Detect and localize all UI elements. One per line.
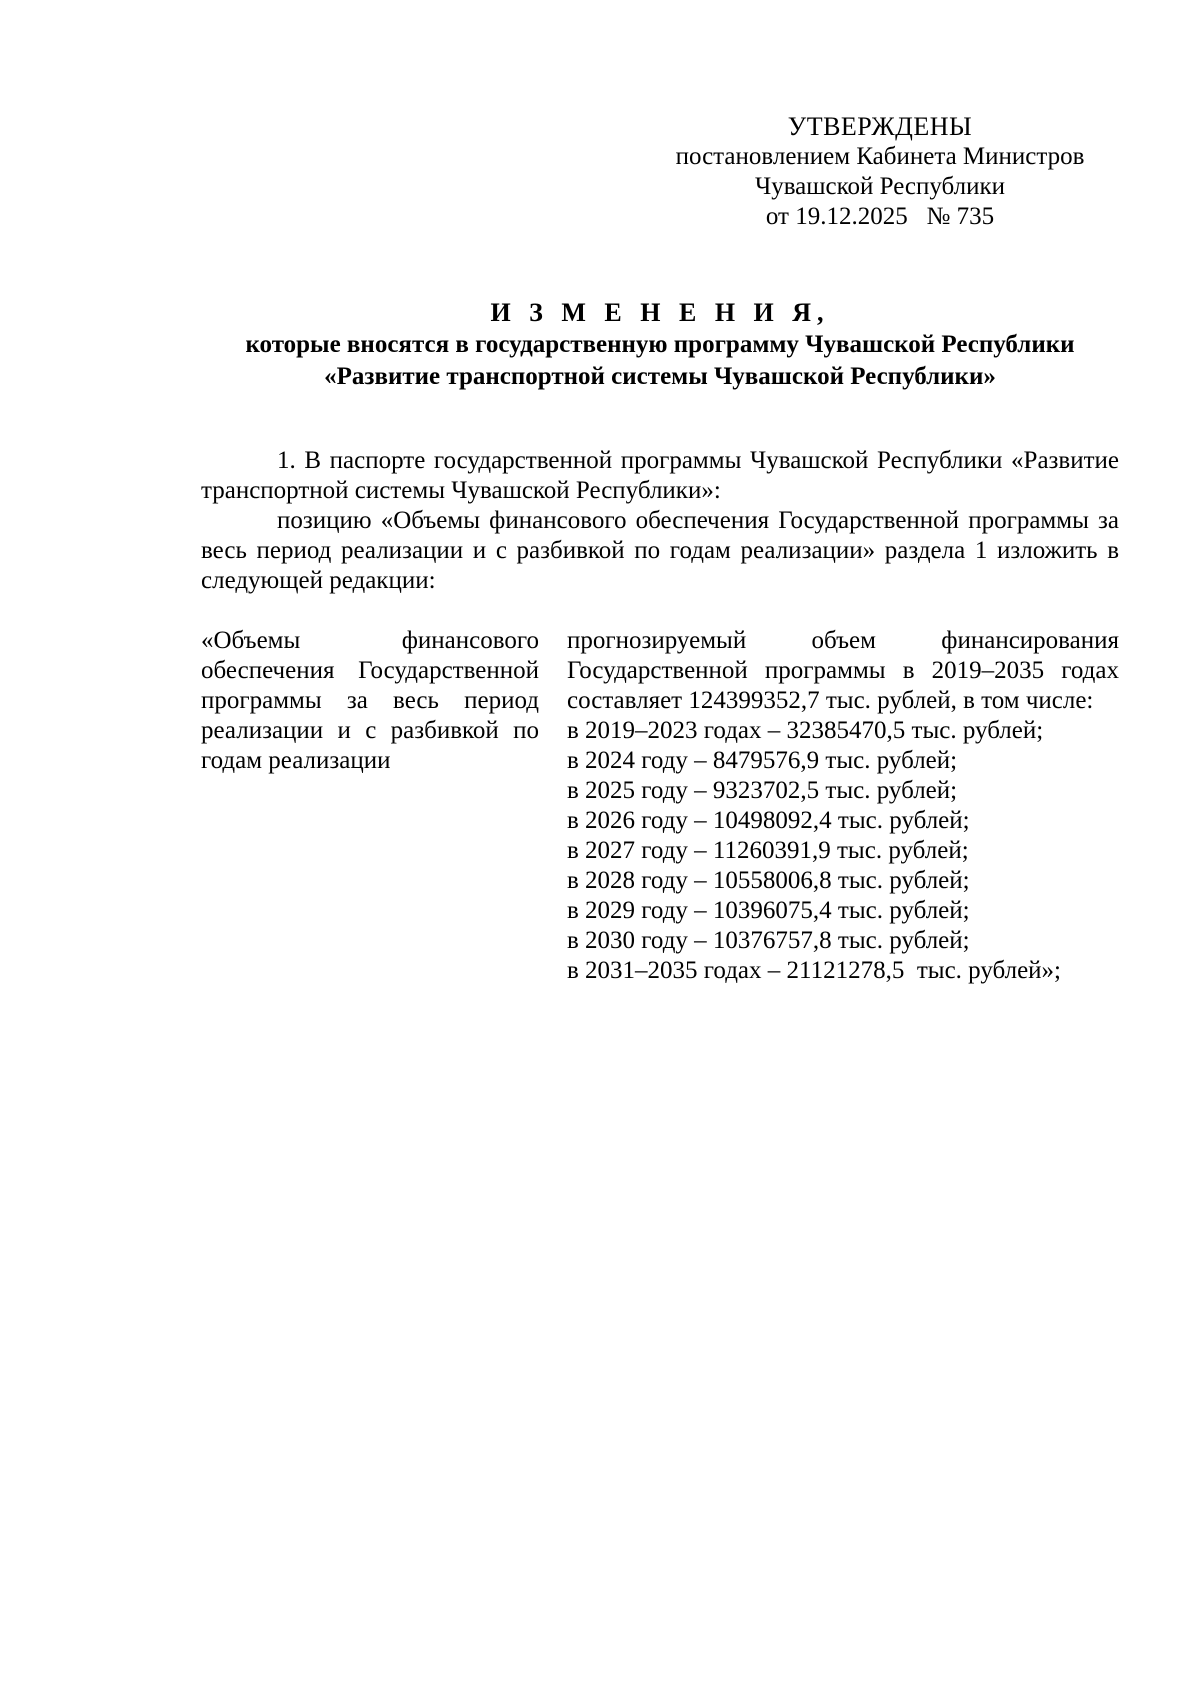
document-subtitle-line1: которые вносятся в государственную программу Чувашской Республики (245, 331, 1075, 358)
funding-line: в 2029 году – 10396075,4 тыс. рублей; (567, 897, 970, 924)
approval-stamp-title: УТВЕРЖДЕНЫ (787, 112, 973, 141)
funding-line: в 2030 году – 10376757,8 тыс. рублей; (567, 927, 970, 954)
funding-line: в 2024 году – 8479576,9 тыс. рублей; (567, 747, 958, 774)
document-title: И З М Е Н Е Н И Я, (490, 298, 830, 327)
position-name-cell: «Объемы финансового обеспечения Государственной программы за весь период реализации и с разбивкой по годам реализации (201, 627, 539, 774)
position-value-cell (567, 626, 1119, 986)
funding-position-table (201, 626, 1119, 986)
funding-line: в 2027 году – 11260391,9 тыс. рублей; (567, 837, 969, 864)
approval-date-number: от 19.12.2025 № 735 (765, 203, 995, 230)
funding-line: в 2031–2035 годах – 21121278,5 тыс. рублей»; (567, 957, 1062, 984)
approval-region: Чувашской Республики (754, 173, 1006, 200)
funding-line: в 2025 году – 9323702,5 тыс. рублей; (567, 777, 958, 804)
funding-line: в 2019–2023 годах – 32385470,5 тыс. рублей; (567, 717, 1044, 744)
funding-summary: прогнозируемый объем финансирования Государственной программы в 2019–2035 годах составляет 124399352,7 тыс. рублей, в том числе: (567, 627, 1119, 714)
body-text (201, 446, 1132, 596)
approval-issuer: постановлением Кабинета Министров (675, 143, 1085, 170)
document-heading (160, 297, 1160, 393)
document-subtitle-line2: «Развитие транспортной системы Чувашской Республики» (324, 363, 996, 390)
approval-block (640, 112, 1120, 232)
funding-line: в 2028 году – 10558006,8 тыс. рублей; (567, 867, 970, 894)
paragraph-2: позицию «Объемы финансового обеспечения Государственной программы за весь период реализации и с разбивкой по годам реализации» раздела 1 изложить в следующей редакции: (201, 507, 1132, 594)
funding-line: в 2026 году – 10498092,4 тыс. рублей; (567, 807, 970, 834)
paragraph-1: 1. В паспорте государственной программы Чувашской Республики «Развитие транспортной системы Чувашской Республики»: (201, 447, 1119, 504)
